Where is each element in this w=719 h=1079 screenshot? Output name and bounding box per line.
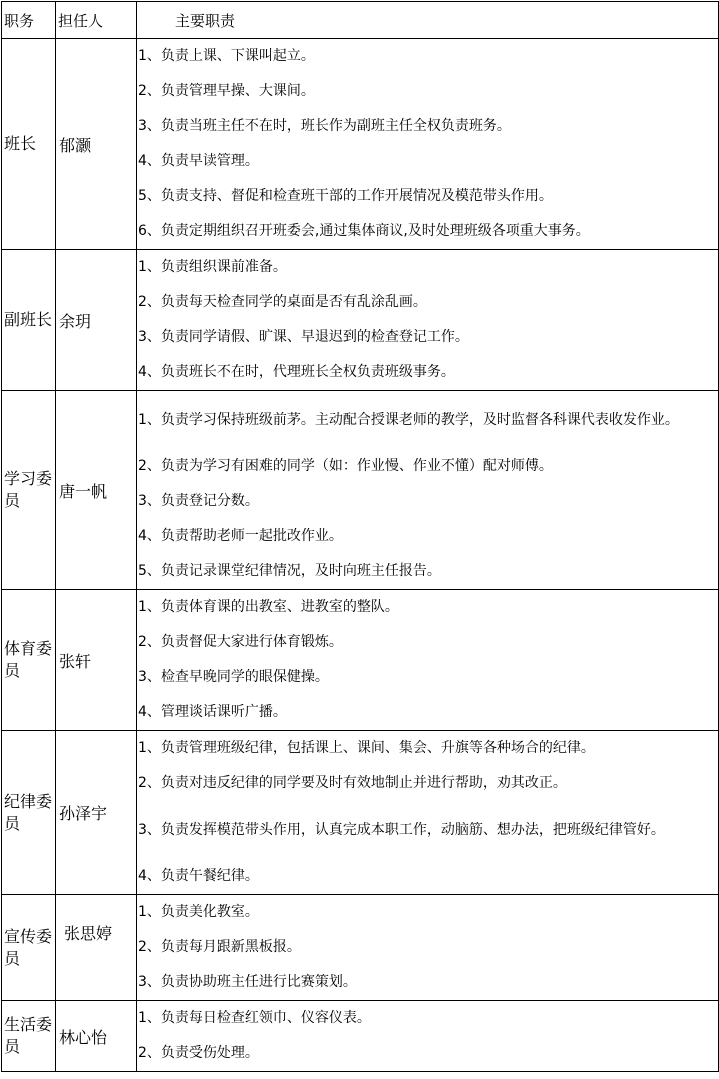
person-cell: 孙泽宇 [56,731,137,895]
duty-text: 1、负责体育课的出教室、进教室的整队。 [137,590,719,626]
header-person: 担任人 [56,2,137,39]
duty-line-row [2,39,719,75]
duty-text: 4、负责午餐纪律。 [137,859,719,895]
person-cell: 张轩 [56,590,137,731]
person-cell: 唐一帆 [56,391,137,590]
duty-text: 1、负责管理班级纪律，包括课上、课间、集会、升旗等各种场合的纪律。 [137,731,719,767]
duty-text: 4、管理谈话课听广播。 [137,695,719,731]
role-cell: 生活委员 [2,1001,56,1072]
duty-text: 4、负责早读管理。 [137,144,719,179]
duty-text: 3、负责协助班主任进行比赛策划。 [137,965,719,1001]
duty-line-row [2,391,719,450]
duty-text: 1、负责美化教室。 [137,895,719,931]
duty-line-row [2,590,719,626]
duty-text: 3、负责发挥模范带头作用，认真完成本职工作，动脑筋、想办法，把班级纪律管好。 [137,801,719,859]
duty-text: 6、负责定期组织召开班委会,通过集体商议,及时处理班级各项重大事务。 [137,214,719,250]
duty-text: 4、负责帮助老师一起批改作业。 [137,519,719,554]
duty-text: 2、负责对违反纪律的同学要及时有效地制止并进行帮助，劝其改正。 [137,766,719,801]
duty-text: 3、检查早晚同学的眼保健操。 [137,660,719,695]
duty-text: 1、负责学习保持班级前茅。主动配合授课老师的教学，及时监督各科课代表收发作业。 [137,391,719,450]
person-cell: 余玥 [56,250,137,391]
person-cell: 林心怡 [56,1001,137,1072]
role-cell: 宣传委员 [2,895,56,1001]
duty-text: 2、负责督促大家进行体育锻炼。 [137,625,719,660]
person-cell: 张思婷 [56,895,137,1001]
duty-text: 1、负责组织课前准备。 [137,250,719,286]
header-role: 职务 [2,2,56,39]
duty-text: 1、负责上课、下课叫起立。 [137,39,719,75]
header-row [2,2,719,39]
role-cell: 学习委员 [2,391,56,590]
role-cell: 班长 [2,39,56,250]
duty-line-row [2,731,719,767]
duty-text: 3、负责登记分数。 [137,484,719,519]
duty-text: 2、负责每天检查同学的桌面是否有乱涂乱画。 [137,285,719,320]
duty-text: 5、负责记录课堂纪律情况，及时向班主任报告。 [137,554,719,590]
duty-line-row [2,250,719,286]
duty-text: 2、负责每月跟新黑板报。 [137,930,719,965]
class-committee-duty-table [1,1,719,1072]
header-duties: 主要职责 [137,2,719,39]
person-cell: 郁灏 [56,39,137,250]
duty-text: 1、负责每日检查红领巾、仪容仪表。 [137,1001,719,1037]
duty-text: 2、负责受伤处理。 [137,1036,719,1072]
role-cell: 体育委员 [2,590,56,731]
duty-line-row [2,1001,719,1037]
role-cell: 副班长 [2,250,56,391]
duty-text: 2、负责为学习有困难的同学（如：作业慢、作业不懂）配对师傅。 [137,449,719,484]
role-cell: 纪律委员 [2,731,56,895]
duty-text: 5、负责支持、督促和检查班干部的工作开展情况及模范带头作用。 [137,179,719,214]
duty-text: 3、负责当班主任不在时，班长作为副班主任全权负责班务。 [137,109,719,144]
duty-text: 2、负责管理早操、大课间。 [137,74,719,109]
duty-text: 3、负责同学请假、旷课、早退迟到的检查登记工作。 [137,320,719,355]
duty-text: 4、负责班长不在时，代理班长全权负责班级事务。 [137,355,719,391]
duty-line-row [2,895,719,931]
